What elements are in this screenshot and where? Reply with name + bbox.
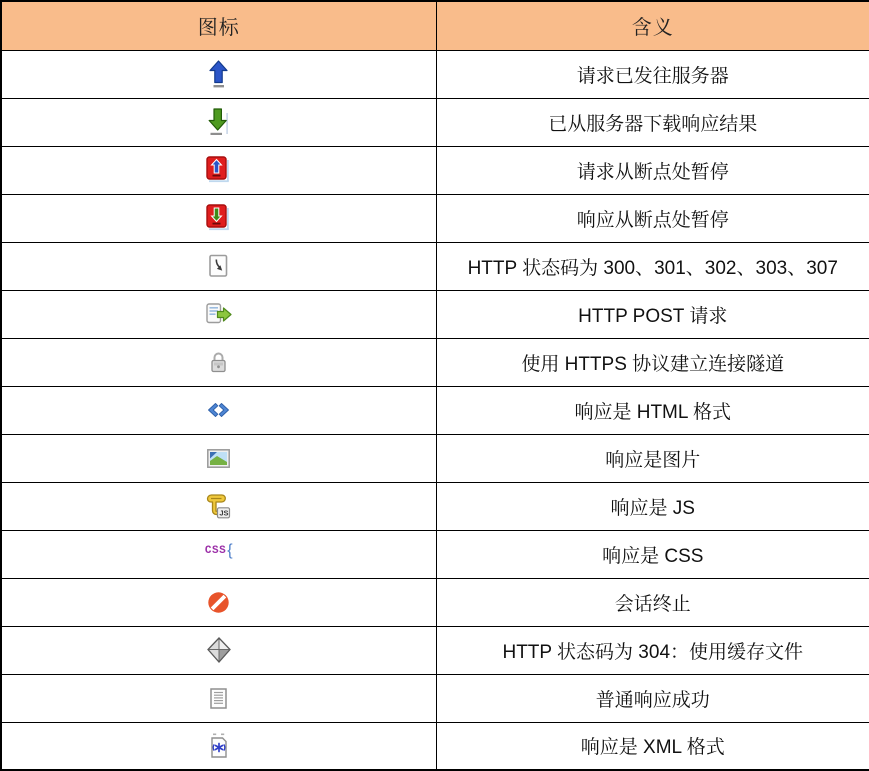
meaning-text: HTTP POST 请求 [436, 290, 869, 338]
meaning-text: HTTP 状态码为 300、301、302、303、307 [436, 242, 869, 290]
table-row [1, 194, 869, 242]
table-row [1, 434, 869, 482]
column-header-meaning: 含义 [436, 1, 869, 50]
cached-304-diamond-icon [207, 637, 231, 663]
xml-response-document-icon [209, 732, 229, 759]
meaning-text: 响应从断点处暂停 [436, 194, 869, 242]
plain-response-document-icon [210, 688, 227, 709]
css-brace-label: { [227, 542, 233, 559]
table-row [1, 50, 869, 98]
header-row [1, 1, 869, 50]
html-response-brackets-icon [205, 402, 232, 418]
response-breakpoint-pause-icon [206, 204, 231, 232]
css-word-label: CSS [204, 545, 227, 557]
response-downloaded-down-arrow-icon [207, 108, 230, 137]
table-row [1, 482, 869, 530]
js-response-scroll-icon [206, 493, 231, 519]
request-breakpoint-pause-icon [206, 156, 231, 184]
meaning-text: 普通响应成功 [436, 674, 869, 722]
table-row [1, 386, 869, 434]
https-tunnel-lock-icon [209, 351, 228, 374]
meaning-text: 已从服务器下载响应结果 [436, 98, 869, 146]
js-badge-label: JS [219, 508, 229, 518]
table-row [1, 338, 869, 386]
meaning-text: HTTP 状态码为 304：使用缓存文件 [436, 626, 869, 674]
meaning-text: 请求从断点处暂停 [436, 146, 869, 194]
meaning-text: 响应是 XML 格式 [436, 722, 869, 770]
session-aborted-icon [207, 591, 230, 614]
image-response-icon [207, 449, 230, 468]
table-row [1, 626, 869, 674]
table-row [1, 242, 869, 290]
table-row [1, 146, 869, 194]
table-row [1, 290, 869, 338]
meaning-text: 响应是图片 [436, 434, 869, 482]
table-row [1, 578, 869, 626]
table-row [1, 722, 869, 770]
meaning-text: 请求已发往服务器 [436, 50, 869, 98]
table-row [1, 98, 869, 146]
css-response-icon [204, 542, 233, 563]
meaning-text: 使用 HTTPS 协议建立连接隧道 [436, 338, 869, 386]
request-sent-up-arrow-icon [208, 60, 229, 89]
table-row [1, 674, 869, 722]
meaning-text: 会话终止 [436, 578, 869, 626]
column-header-icon: 图标 [1, 1, 436, 50]
table-row [1, 530, 869, 578]
meaning-text: 响应是 JS [436, 482, 869, 530]
meaning-text: 响应是 CSS [436, 530, 869, 578]
redirect-status-icon [208, 254, 229, 278]
meaning-text: 响应是 HTML 格式 [436, 386, 869, 434]
http-post-request-icon [206, 303, 232, 326]
